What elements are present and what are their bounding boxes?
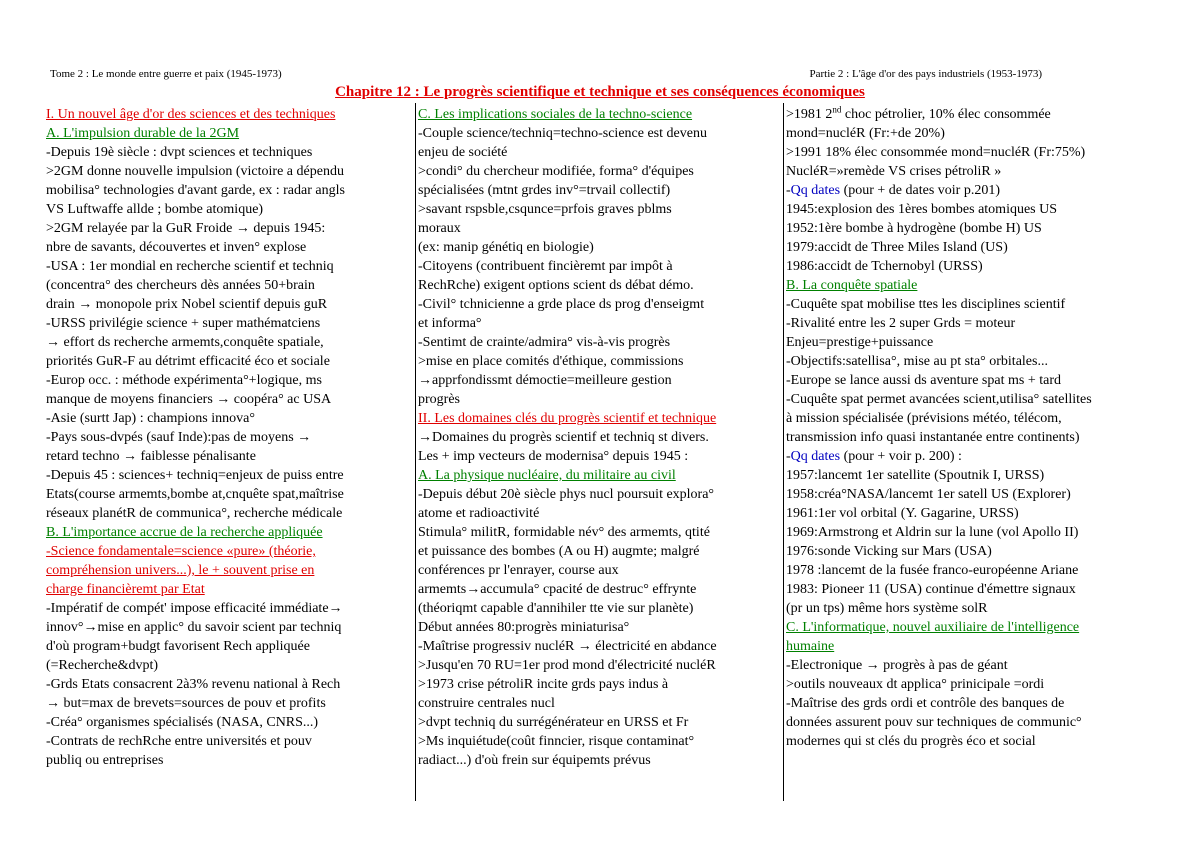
text-line	[418, 162, 782, 181]
text-line	[786, 105, 1158, 124]
text-line	[786, 295, 1158, 314]
text-line	[418, 580, 782, 599]
text-line	[786, 675, 1158, 694]
text-line	[46, 181, 414, 200]
line-text: -Europ occ. : méthode expérimenta°+logique, ms	[46, 373, 322, 388]
text-line	[418, 428, 782, 447]
text-line	[46, 238, 414, 257]
text-line	[418, 447, 782, 466]
text-line	[786, 314, 1158, 333]
line-text: B. L'importance accrue de la recherche appliquée	[46, 525, 323, 540]
line-text: >2GM relayée par la GuR Froide → depuis 1945:	[46, 221, 326, 236]
text-line	[786, 523, 1158, 542]
text-line	[46, 447, 414, 466]
text-line	[46, 675, 414, 694]
text-line	[46, 599, 414, 618]
text-line	[786, 599, 1158, 618]
line-text: 1978 :lancemt de la fusée franco-européenne Ariane	[786, 563, 1079, 578]
line-text: RechRche) exigent options scient ds débat démo.	[418, 278, 694, 293]
line-text: 1958:créa°NASA/lancemt 1er satell US (Explorer)	[786, 487, 1071, 502]
line-text: -Cuquête spat mobilise ttes les disciplines scientif	[786, 297, 1066, 312]
column-3	[786, 105, 1158, 751]
line-text: Etats(course armemts,bombe at,cnquête spat,maîtrise	[46, 487, 344, 502]
section-heading	[786, 637, 1158, 656]
text-line	[46, 333, 414, 352]
line-text: 1961:1er vol orbital (Y. Gagarine, URSS)	[786, 506, 1019, 521]
text-line	[418, 504, 782, 523]
text-line	[418, 276, 782, 295]
text-line	[786, 732, 1158, 751]
line-text: -Electronique → progrès à pas de géant	[786, 658, 1008, 673]
text-line	[418, 143, 782, 162]
line-text: nbre de savants, découvertes et inven° explose	[46, 240, 307, 255]
text-line	[46, 276, 414, 295]
text-line	[418, 675, 782, 694]
line-text: >condi° du chercheur modifiée, forma° d'équipes	[418, 164, 694, 179]
text-line	[46, 618, 414, 637]
line-text: 1952:1ère bombe à hydrogène (bombe H) US	[786, 221, 1042, 236]
text-line	[418, 751, 782, 770]
line-text: compréhension univers...), le + souvent prise en	[46, 563, 315, 578]
text-line	[46, 390, 414, 409]
line-text: transmission info quasi instantanée entre continents)	[786, 430, 1080, 445]
text-line	[786, 580, 1158, 599]
text-line	[418, 295, 782, 314]
line-text: -Science fondamentale=science «pure» (théorie,	[46, 544, 316, 559]
line-text: drain → monopole prix Nobel scientif depuis guR	[46, 297, 328, 312]
text-line	[786, 504, 1158, 523]
text-line	[418, 333, 782, 352]
page-header	[50, 68, 1150, 82]
text-line	[786, 143, 1158, 162]
line-text: C. Les implications sociales de la techno-science	[418, 107, 693, 122]
text-line	[418, 390, 782, 409]
text-line	[786, 162, 1158, 181]
text-line	[786, 656, 1158, 675]
text-line	[418, 599, 782, 618]
text-line	[418, 694, 782, 713]
section-heading	[46, 523, 414, 542]
line-text: -Contrats de rechRche entre universités et pouv	[46, 734, 312, 749]
text-line	[786, 485, 1158, 504]
text-line	[786, 257, 1158, 276]
text-line	[46, 428, 414, 447]
text-line	[418, 485, 782, 504]
line-text: atome et radioactivité	[418, 506, 540, 521]
line-text: A. La physique nucléaire, du militaire au civil	[418, 468, 676, 483]
line-text: I. Un nouvel âge d'or des sciences et des techniques	[46, 107, 336, 122]
column-1	[46, 105, 414, 770]
line-text: >1991 18% élec consommée mond=nucléR (Fr:75%)	[786, 145, 1086, 160]
line-text: construire centrales nucl	[418, 696, 555, 711]
text-line	[46, 694, 414, 713]
text-line	[418, 542, 782, 561]
line-text: -Couple science/techniq=techno-science est devenu	[418, 126, 707, 141]
section-heading	[46, 124, 414, 143]
line-text: Enjeu=prestige+puissance	[786, 335, 934, 350]
section-heading	[786, 618, 1158, 637]
text-line	[418, 561, 782, 580]
line-text: →apprfondissmt démoctie=meilleure gestion	[418, 373, 672, 388]
line-text: Début années 80:progrès miniaturisa°	[418, 620, 630, 635]
text-line	[786, 409, 1158, 428]
line-text: 1957:lancemt 1er satellite (Spoutnik I, URSS)	[786, 468, 1045, 483]
line-text: >1973 crise pétroliR incite grds pays indus à	[418, 677, 669, 692]
dates-label: Qq dates	[790, 449, 841, 464]
text-line	[46, 371, 414, 390]
column-2	[418, 105, 782, 770]
line-text: Stimula° militR, formidable név° des armemts, qtité	[418, 525, 710, 540]
line-text: innov°→mise en applic° du savoir scient par techniq	[46, 620, 342, 635]
line-text: -	[786, 183, 791, 198]
text-line	[418, 181, 782, 200]
text-line	[46, 466, 414, 485]
line-text: A. L'impulsion durable de la 2GM	[46, 126, 240, 141]
text-line	[786, 333, 1158, 352]
line-text: (pr un tps) même hors système solR	[786, 601, 988, 616]
chapter-title: Chapitre 12 : Le progrès scientifique et technique et ses conséquences économiques	[335, 84, 865, 100]
line-text: (=Recherche&dvpt)	[46, 658, 159, 673]
line-text: manque de moyens financiers → coopéra° ac USA	[46, 392, 332, 407]
line-text: -Objectifs:satellisa°, mise au pt sta° orbitales...	[786, 354, 1048, 369]
text-line	[786, 713, 1158, 732]
line-text-continued: (pour + voir p. 200) :	[840, 449, 962, 464]
line-text: >2GM donne nouvelle impulsion (victoire a dépendu	[46, 164, 344, 179]
text-line	[46, 732, 414, 751]
text-line	[46, 637, 414, 656]
line-text: 1969:Armstrong et Aldrin sur la lune (vol Apollo II)	[786, 525, 1079, 540]
line-text: mobilisa° technologies d'avant garde, ex : radar angls	[46, 183, 345, 198]
text-line	[418, 656, 782, 675]
text-line	[46, 143, 414, 162]
text-line	[786, 447, 1158, 466]
text-line	[418, 352, 782, 371]
line-text: et puissance des bombes (A ou H) augmte; malgré	[418, 544, 700, 559]
line-text: B. La conquête spatiale	[786, 278, 918, 293]
line-text: humaine	[786, 639, 835, 654]
text-line	[46, 713, 414, 732]
text-line	[786, 124, 1158, 143]
line-text: -Depuis début 20è siècle phys nucl poursuit explora°	[418, 487, 715, 502]
section-heading	[46, 580, 414, 599]
text-line	[418, 713, 782, 732]
text-line	[786, 219, 1158, 238]
section-heading	[46, 561, 414, 580]
line-text: 1983: Pioneer 11 (USA) continue d'émettre signaux	[786, 582, 1076, 597]
line-text: NucléR=»remède VS crises pétroliR »	[786, 164, 1002, 179]
line-text: modernes qui st clés du progrès éco et social	[786, 734, 1036, 749]
line-text: et informa°	[418, 316, 482, 331]
text-line	[786, 238, 1158, 257]
line-text: 1986:accidt de Tchernobyl (URSS)	[786, 259, 983, 274]
section-heading	[418, 466, 782, 485]
line-text: (théoriqmt capable d'annihiler tte vie sur planète)	[418, 601, 694, 616]
line-text: C. L'informatique, nouvel auxiliaire de l'intelligence	[786, 620, 1080, 635]
text-line	[46, 162, 414, 181]
text-line	[418, 238, 782, 257]
text-line	[786, 428, 1158, 447]
line-text: -Depuis 19è siècle : dvpt sciences et techniques	[46, 145, 313, 160]
line-text: publiq ou entreprises	[46, 753, 164, 768]
line-text: -URSS privilégie science + super mathématciens	[46, 316, 321, 331]
line-text: >outils nouveaux dt applica° prinicipale =ordi	[786, 677, 1045, 692]
line-text: armemts→accumula° cpacité de destruc° effrynte	[418, 582, 697, 597]
column-divider	[415, 103, 416, 801]
text-line	[46, 504, 414, 523]
line-text: spécialisées (mtnt grdes inv°=trvail collectif)	[418, 183, 671, 198]
line-text: -Sentimt de crainte/admira° vis-à-vis progrès	[418, 335, 671, 350]
line-text: VS Luftwaffe allde ; bombe atomique)	[46, 202, 264, 217]
line-text: -Civil° tchnicienne a grde place ds prog d'enseigmt	[418, 297, 705, 312]
line-text: retard techno → faiblesse pénalisante	[46, 449, 256, 464]
line-text: charge financièremt par Etat	[46, 582, 205, 597]
text-line	[786, 390, 1158, 409]
line-text: -Europe se lance aussi ds aventure spat ms + tard	[786, 373, 1061, 388]
line-text-continued: (pour + de dates voir p.201)	[840, 183, 1000, 198]
text-line	[418, 732, 782, 751]
text-line	[46, 409, 414, 428]
line-text: -Grds Etats consacrent 2à3% revenu national à Rech	[46, 677, 341, 692]
text-line	[46, 200, 414, 219]
line-text: -Rivalité entre les 2 super Grds = moteur	[786, 316, 1016, 331]
line-text: conférences pr l'enrayer, course aux	[418, 563, 619, 578]
line-text: -Impératif de compét' impose efficacité immédiate→	[46, 601, 343, 616]
text-line	[46, 751, 414, 770]
text-line	[418, 371, 782, 390]
text-line	[46, 219, 414, 238]
section-heading	[418, 105, 782, 124]
text-line	[418, 314, 782, 333]
dates-label: Qq dates	[790, 183, 841, 198]
line-text: données assurent pouv sur techniques de communic°	[786, 715, 1082, 730]
line-text: mond=nucléR (Fr:+de 20%)	[786, 126, 945, 141]
line-text: >dvpt techniq du surrégénérateur en URSS et Fr	[418, 715, 689, 730]
header-part: Partie 2 : L'âge d'or des pays industriels (1953-1973)	[809, 68, 1042, 80]
line-text: -Citoyens (contribuent fincièremt par impôt à	[418, 259, 673, 274]
line-text: >Jusqu'en 70 RU=1er prod mond d'électricité nucléR	[418, 658, 716, 673]
column-divider	[783, 103, 784, 801]
section-heading	[418, 409, 782, 428]
text-line	[786, 200, 1158, 219]
line-text: → effort ds recherche armemts,conquête spatiale,	[46, 335, 324, 350]
text-line	[418, 219, 782, 238]
line-text: -Asie (surtt Jap) : champions innova°	[46, 411, 255, 426]
line-text: moraux	[418, 221, 461, 236]
line-text: -Pays sous-dvpés (sauf Inde):pas de moyens →	[46, 430, 312, 445]
line-text: -Depuis 45 : sciences+ techniq=enjeux de puiss entre	[46, 468, 344, 483]
line-text: >1981 2	[786, 107, 833, 122]
line-text: d'où program+budgt favorisent Rech appliquée	[46, 639, 310, 654]
text-line	[418, 257, 782, 276]
line-text: enjeu de société	[418, 145, 508, 160]
line-text: (ex: manip génétiq en biologie)	[418, 240, 594, 255]
line-text: II. Les domaines clés du progrès scientif et technique	[418, 411, 717, 426]
text-line	[786, 694, 1158, 713]
line-text-continued: choc pétrolier, 10% élec consommée	[841, 107, 1051, 122]
text-line	[418, 637, 782, 656]
text-line	[46, 314, 414, 333]
line-text: priorités GuR-F au détrimt efficacité éco et sociale	[46, 354, 330, 369]
header-volume: Tome 2 : Le monde entre guerre et paix (1945-1973)	[50, 68, 282, 80]
line-text: >mise en place comités d'éthique, commissions	[418, 354, 684, 369]
text-line	[46, 257, 414, 276]
line-text: à mission spécialisée (prévisions météo, télécom,	[786, 411, 1062, 426]
section-heading	[46, 542, 414, 561]
text-line	[46, 656, 414, 675]
line-text: → but=max de brevets=sources de pouv et profits	[46, 696, 326, 711]
line-text: >Ms inquiétude(coût finncier, risque contaminat°	[418, 734, 695, 749]
line-text: Les + imp vecteurs de modernisa° depuis 1945 :	[418, 449, 689, 464]
text-line	[786, 181, 1158, 200]
line-text: -Créa° organismes spécialisés (NASA, CNRS...)	[46, 715, 319, 730]
text-line	[786, 466, 1158, 485]
text-line	[786, 542, 1158, 561]
line-text: >savant rspsble,csqunce=prfois graves pblms	[418, 202, 672, 217]
line-text: 1979:accidt de Three Miles Island (US)	[786, 240, 1008, 255]
section-heading	[46, 105, 414, 124]
text-line	[418, 523, 782, 542]
line-text: -	[786, 449, 791, 464]
text-line	[786, 561, 1158, 580]
section-heading	[786, 276, 1158, 295]
line-text: réseaux planétR de communica°, recherche médicale	[46, 506, 343, 521]
line-text: (concentra° des chercheurs dès années 50+brain	[46, 278, 315, 293]
line-text: -Cuquête spat permet avancées scient,utilisa° satellites	[786, 392, 1092, 407]
text-line	[418, 618, 782, 637]
line-text: →Domaines du progrès scientif et techniq st divers.	[418, 430, 709, 445]
line-text: radiact...) d'où frein sur équipemts prévus	[418, 753, 651, 768]
text-line	[418, 124, 782, 143]
line-text: -USA : 1er mondial en recherche scientif et techniq	[46, 259, 334, 274]
line-text: 1976:sonde Vicking sur Mars (USA)	[786, 544, 992, 559]
superscript: nd	[832, 105, 842, 115]
text-line	[786, 371, 1158, 390]
text-line	[46, 485, 414, 504]
text-line	[46, 295, 414, 314]
text-line	[46, 352, 414, 371]
text-line	[786, 352, 1158, 371]
line-text: -Maîtrise progressiv nucléR → électricité en abdance	[418, 639, 717, 654]
line-text: 1945:explosion des 1ères bombes atomiques US	[786, 202, 1058, 217]
line-text: -Maîtrise des grds ordi et contrôle des banques de	[786, 696, 1065, 711]
line-text: progrès	[418, 392, 460, 407]
text-line	[418, 200, 782, 219]
